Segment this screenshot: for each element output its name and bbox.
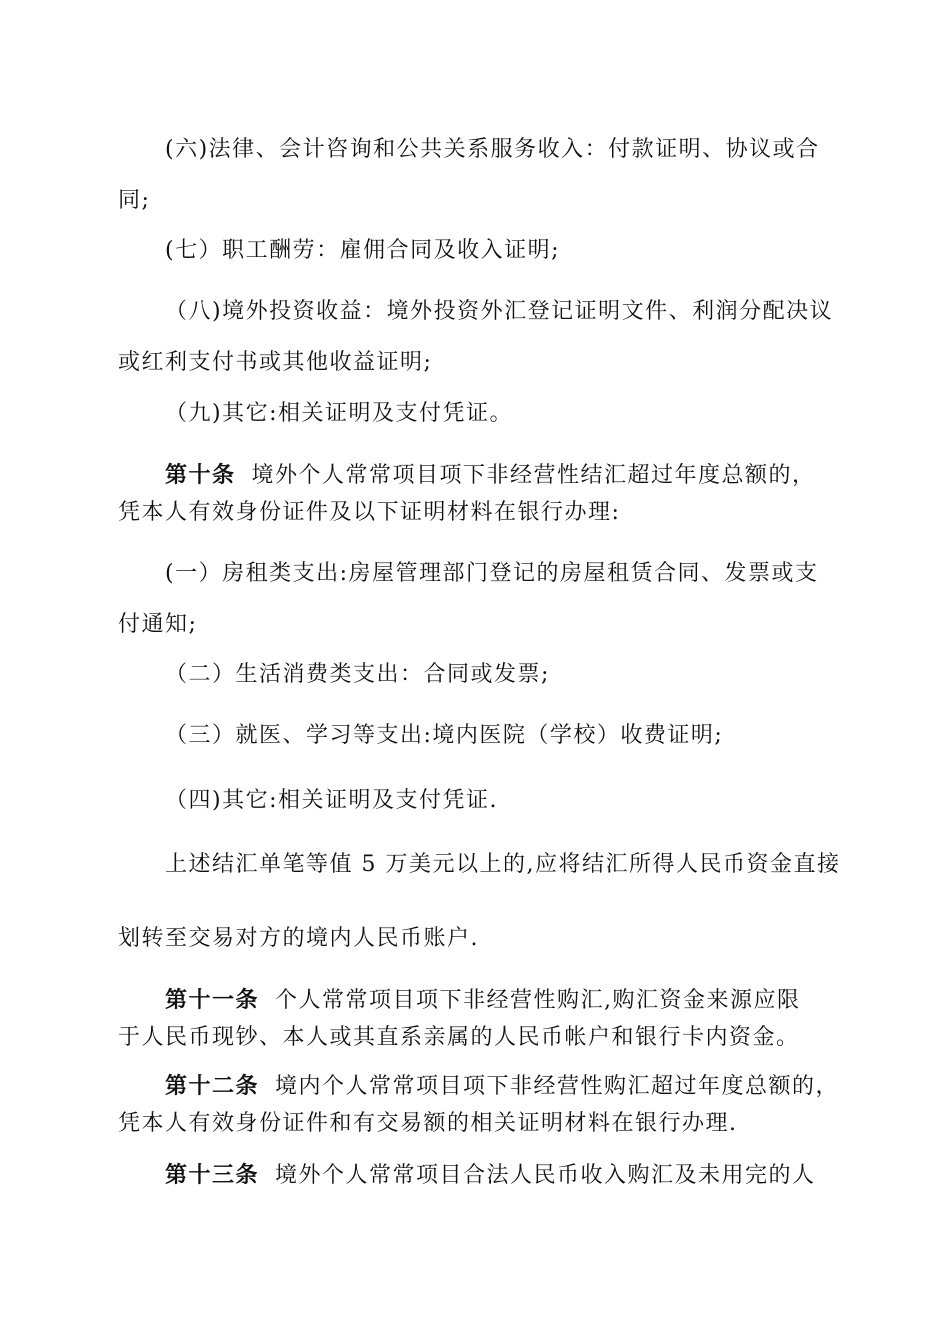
line-text: (一）房租类支出:房屋管理部门登记的房屋租赁合同、发票或支 [165,561,819,586]
article-number: 第十三条 [165,1162,260,1188]
text-line [165,559,819,589]
article-line [165,1160,816,1191]
line-text: 付通知; [118,612,198,637]
line-text: 或红利支付书或其他收益证明; [118,350,433,375]
line-text: 境内个人常常项目项下非经营性购汇超过年度总额的， [275,1074,840,1099]
line-text: （三）就医、学习等支出:境内医院（学校）收费证明; [165,723,724,748]
text-line [165,399,513,429]
line-text: （九)其它:相关证明及支付凭证。 [165,401,513,426]
line-text: (六)法律、会计咨询和公共关系服务收入：付款证明、协议或合 [165,137,820,162]
line-text: 个人常常项目项下非经营性购汇,购汇资金来源应限 [275,988,801,1013]
article-line [165,985,801,1016]
line-text: 凭本人有效身份证件及以下证明材料在银行办理: [118,500,621,525]
text-line [118,1023,800,1053]
line-text: （八)境外投资收益：境外投资外汇登记证明文件、利润分配决议 [165,299,834,324]
text-line [165,786,498,816]
line-text: 于人民币现钞、本人或其直系亲属的人民币帐户和银行卡内资金。 [118,1025,800,1050]
line-text: (七）职工酬劳：雇佣合同及收入证明; [165,238,560,263]
text-line [165,850,840,880]
text-line [165,236,560,266]
article-line [165,1071,839,1102]
text-line [118,610,197,640]
article-number: 第十二条 [165,1073,260,1099]
line-text: 凭本人有效身份证件和有交易额的相关证明材料在银行办理. [118,1111,738,1136]
line-text: 上述结汇单笔等值 5 万美元以上的,应将结汇所得人民币资金直接 [165,852,841,877]
article-number: 第十条 [165,462,236,488]
text-line [118,1109,738,1139]
line-text: 划转至交易对方的境内人民币账户. [118,926,479,951]
text-line [165,297,833,327]
line-text: 境外个人常常项目项下非经营性结汇超过年度总额的， [251,463,816,488]
line-text: 同; [118,188,151,213]
line-text: （二）生活消费类支出：合同或发票; [165,662,550,687]
article-number: 第十一条 [165,987,260,1013]
text-line [165,660,550,690]
text-line [118,186,150,216]
line-text: （四)其它:相关证明及支付凭证. [165,788,498,813]
text-line [165,721,723,751]
text-line [118,348,432,378]
text-line [165,135,820,165]
text-line [118,924,479,954]
article-line [165,460,816,491]
line-text: 境外个人常常项目合法人民币收入购汇及未用完的人 [275,1163,816,1188]
text-line [118,498,620,528]
